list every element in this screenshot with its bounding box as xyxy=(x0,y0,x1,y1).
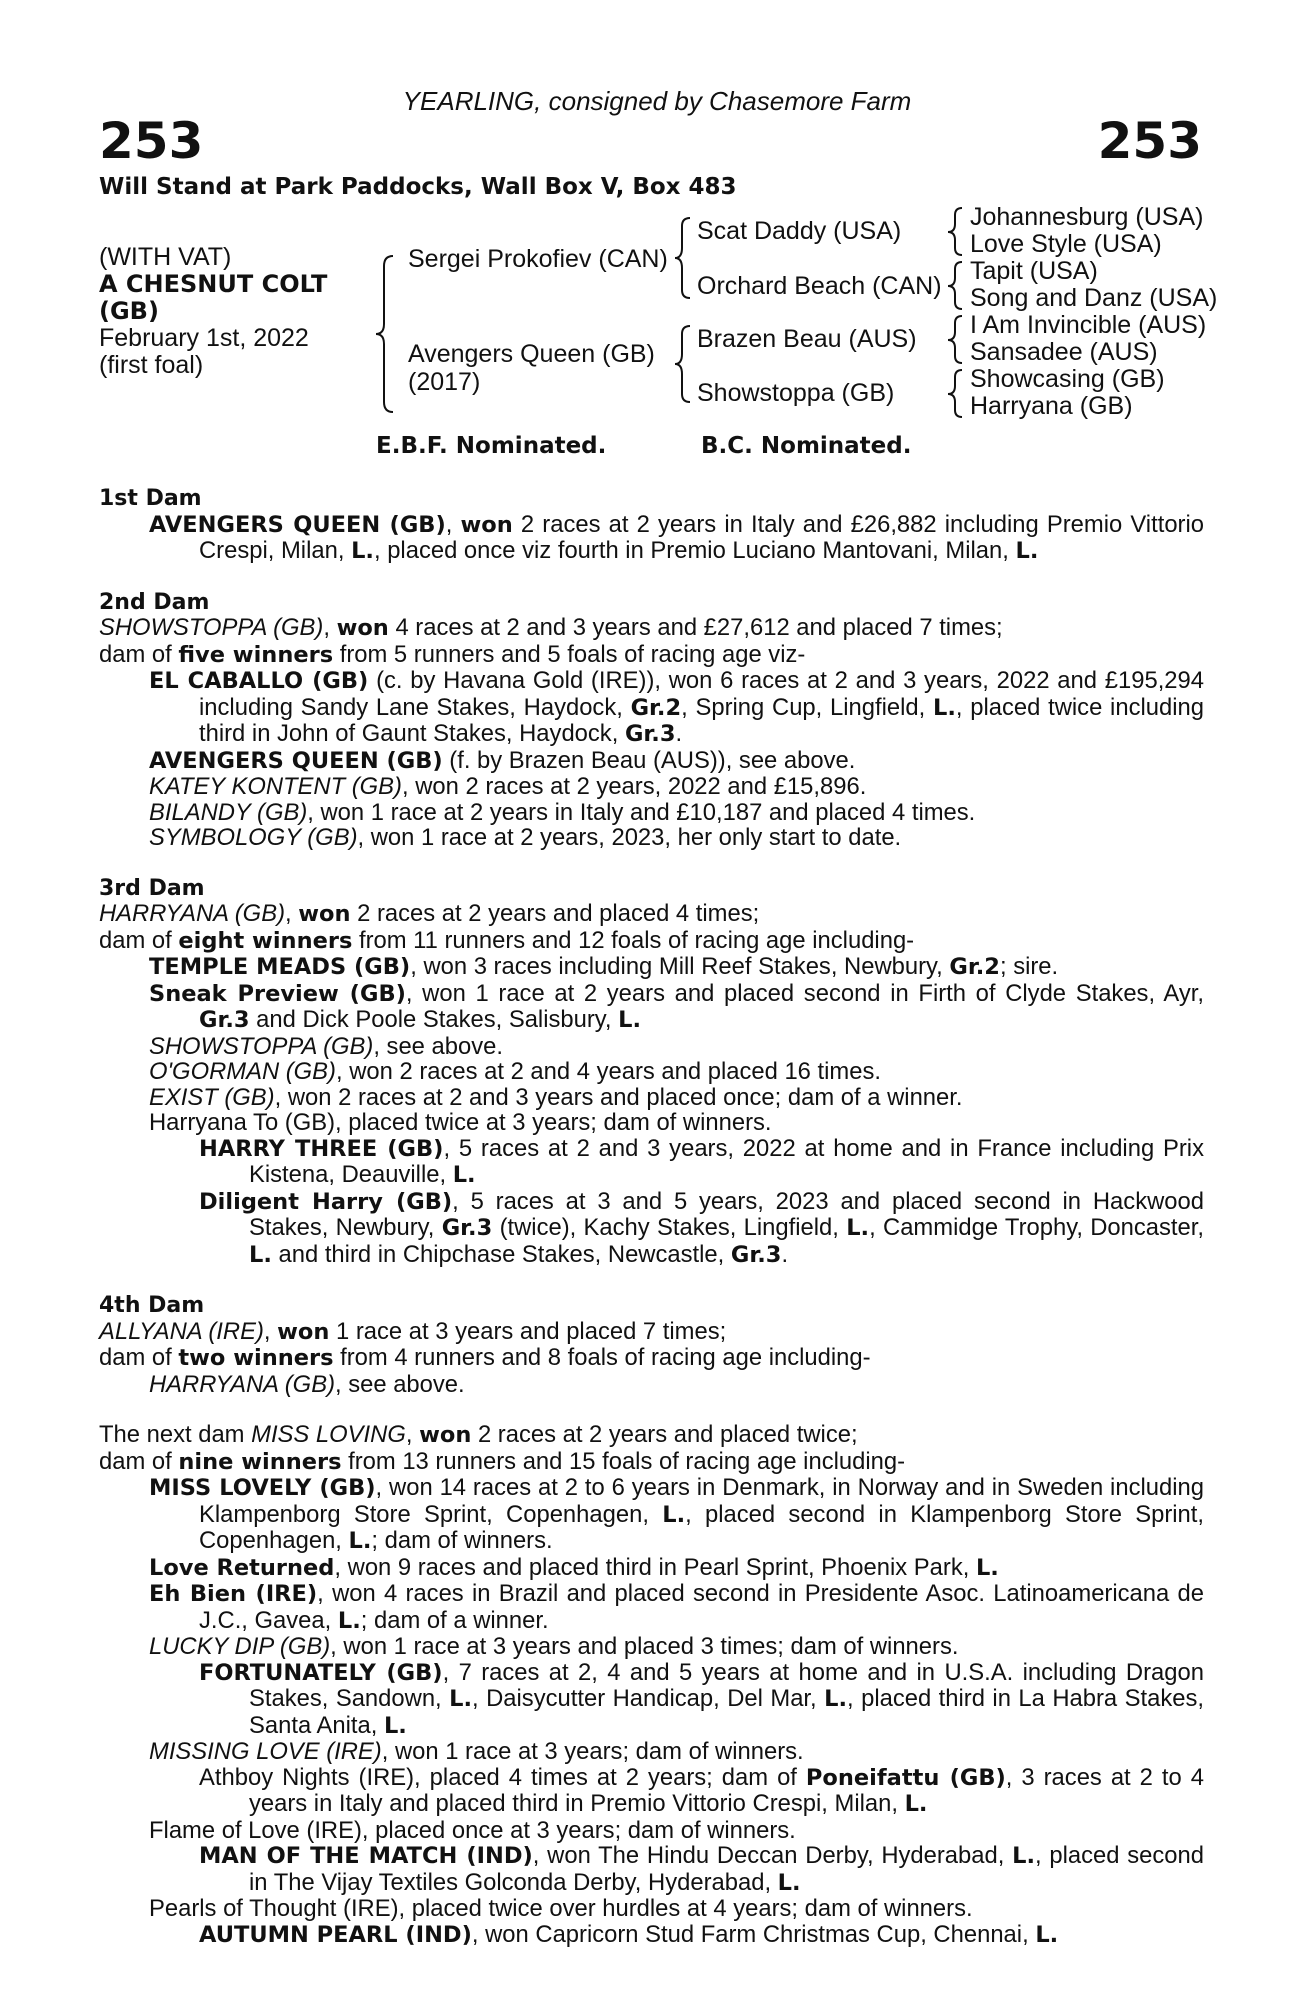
record-text: won xyxy=(336,615,389,641)
record-entry xyxy=(99,1319,1204,1346)
record-entry xyxy=(99,1581,1204,1634)
record-text: , placed second in The Vijay Textiles Golconda Derby, Hyderabad, xyxy=(249,1842,1204,1896)
record-text: and Dick Poole Stakes, Salisbury, xyxy=(249,1006,619,1033)
record-entry xyxy=(99,1765,1204,1818)
record-text: EXIST (GB) xyxy=(149,1083,275,1111)
record-entry xyxy=(99,981,1204,1034)
record-text: , Cammidge Trophy, Doncaster, xyxy=(869,1214,1205,1241)
record-text: SHOWSTOPPA (GB) xyxy=(99,614,324,641)
section-gap xyxy=(99,565,1204,590)
record-text: EL CABALLO (GB) xyxy=(149,668,369,694)
record-text: L. xyxy=(383,1712,407,1739)
record-text: dam of xyxy=(99,926,179,954)
record-entry xyxy=(99,1634,1204,1660)
record-text: Gr.3 xyxy=(730,1241,782,1268)
pedigree-g4: Song and Danz (USA) xyxy=(970,284,1218,312)
record-text: Pearls of Thought (IRE), placed twice over hurdles at 4 years; dam of winners. xyxy=(149,1895,973,1922)
record-text: 2 races at 2 years and placed twice; xyxy=(471,1421,858,1448)
section-gap xyxy=(99,1397,1204,1422)
record-text: from 5 runners and 5 foals of racing age viz- xyxy=(333,640,806,668)
record-text: AUTUMN PEARL (IND) xyxy=(199,1921,472,1948)
record-text: L. xyxy=(618,1007,642,1033)
record-entry xyxy=(99,642,1204,669)
pedigree-sire-dam: Orchard Beach (CAN) xyxy=(697,272,942,300)
record-text: Harryana To (GB), placed twice at 3 years; dam of winners. xyxy=(149,1109,772,1136)
record-text: , won Capricorn Stud Farm Christmas Cup, Chennai, xyxy=(471,1920,1036,1948)
lot-number-right: 253 xyxy=(1097,112,1202,170)
record-text: , placed third in La Habra Stakes, Santa Anita, xyxy=(249,1685,1204,1739)
record-entry xyxy=(99,1896,1204,1922)
record-text: . xyxy=(675,720,683,747)
record-text: Sneak Preview (GB) xyxy=(149,980,406,1007)
record-entry xyxy=(99,1922,1204,1949)
record-text: Gr.3 xyxy=(441,1215,493,1241)
record-text: L. xyxy=(662,1501,686,1528)
record-text: 2 races at 2 years in Italy and £26,882 including Premio Vittorio Crespi, Milan, xyxy=(199,510,1204,564)
g12-brace xyxy=(948,208,962,255)
record-text: L. xyxy=(975,1554,999,1581)
record-text: (twice), Kachy Stakes, Lingfield, xyxy=(492,1214,847,1241)
record-text: ; sire. xyxy=(999,953,1059,980)
lot-number-left: 253 xyxy=(99,112,204,170)
record-entry xyxy=(99,901,1204,928)
record-text: O'GORMAN (GB) xyxy=(149,1058,336,1085)
record-text: , won 1 race at 2 years in Italy and £10,187 and placed 4 times. xyxy=(307,798,976,826)
record-text: from 4 runners and 8 foals of racing age including- xyxy=(333,1344,871,1371)
pedigree-dam-year: (2017) xyxy=(408,368,481,396)
record-text: Gr.3 xyxy=(624,721,676,747)
record-text: , Spring Cup, Lingfield, xyxy=(681,693,933,721)
record-text: The next dam xyxy=(99,1421,252,1448)
record-text: , 3 races at 2 to 4 years in Italy and placed third in Premio Vittorio Crespi, Milan, xyxy=(249,1763,1204,1817)
record-text: ; dam of winners. xyxy=(371,1527,553,1554)
record-text: HARRY THREE (GB) xyxy=(199,1135,444,1162)
record-text: MAN OF THE MATCH (IND) xyxy=(199,1843,533,1869)
section-gap xyxy=(99,1268,1204,1293)
record-text: Flame of Love (IRE), placed once at 3 years; dam of winners. xyxy=(149,1816,796,1844)
record-text: Gr.2 xyxy=(949,954,1000,980)
colt-name: A CHESNUT COLT xyxy=(99,270,328,298)
foal-note: (first foal) xyxy=(99,351,204,379)
pedigree-dam-dam: Showstoppa (GB) xyxy=(697,379,895,407)
sire-brace xyxy=(675,218,690,298)
record-text: AVENGERS QUEEN (GB) xyxy=(149,511,446,538)
g34-brace xyxy=(948,262,962,309)
record-entry xyxy=(99,954,1204,981)
pedigree-g5: I Am Invincible (AUS) xyxy=(970,311,1207,339)
record-entry xyxy=(99,748,1204,775)
record-entry xyxy=(99,1034,1204,1060)
record-entry xyxy=(99,1449,1204,1476)
record-entry xyxy=(99,668,1204,748)
record-entry xyxy=(99,928,1204,955)
ebf-nomination: E.B.F. Nominated. xyxy=(376,433,607,459)
record-text: , won The Hindu Deccan Derby, Hyderabad, xyxy=(532,1842,1013,1869)
record-text: HARRYANA (GB) xyxy=(149,1370,335,1398)
pedigree-sire-sire: Scat Daddy (USA) xyxy=(697,217,902,245)
pedigree-sire: Sergei Prokofiev (CAN) xyxy=(408,245,668,273)
record-text: SHOWSTOPPA (GB) xyxy=(149,1032,374,1060)
record-text: won xyxy=(460,511,513,538)
record-text: Gr.3 xyxy=(199,1007,250,1033)
pedigree-g3: Tapit (USA) xyxy=(970,257,1098,285)
record-text: dam of xyxy=(99,640,179,668)
record-text: FORTUNATELY (GB) xyxy=(199,1659,443,1686)
record-text: BILANDY (GB) xyxy=(149,798,308,826)
record-entry xyxy=(99,1475,1204,1555)
record-text: , see above. xyxy=(373,1032,503,1060)
record-text: ALLYANA (IRE) xyxy=(99,1317,264,1345)
record-text: won xyxy=(419,1422,472,1448)
record-text: L. xyxy=(904,1791,928,1817)
record-text: (c. by Havana Gold (IRE)), won 6 races at 2 and 3 years, 2022 and £195,294 including Sandy Lane Stakes, Haydock, xyxy=(199,667,1205,721)
record-text: , xyxy=(445,510,461,538)
record-text: , placed second in Klampenborg Store Sprint, Copenhagen, xyxy=(199,1500,1204,1554)
record-text: , 7 races at 2, 4 and 5 years at home and in U.S.A. including Dragon Stakes, Sandown, xyxy=(249,1658,1204,1712)
section-gap xyxy=(99,851,1204,876)
record-entry xyxy=(99,774,1204,800)
record-entry xyxy=(99,1843,1204,1896)
record-text: , placed once viz fourth in Premio Luciano Mantovani, Milan, xyxy=(373,537,1016,564)
record-text: , placed twice including third in John of Gaunt Stakes, Haydock, xyxy=(199,693,1204,747)
record-text: dam of xyxy=(99,1447,179,1475)
record-text: L. xyxy=(348,1528,372,1554)
record-entry xyxy=(99,825,1204,851)
record-entry xyxy=(99,1136,1204,1189)
record-text: L. xyxy=(933,694,956,721)
record-text: L. xyxy=(846,1215,870,1241)
record-text: . xyxy=(781,1240,789,1268)
record-entry xyxy=(99,1110,1204,1136)
record-entry xyxy=(99,615,1204,642)
record-text: , won 1 race at 3 years and placed 3 times; dam of winners. xyxy=(330,1633,959,1660)
record-text: Eh Bien (IRE) xyxy=(149,1581,318,1607)
section-heading: 4th Dam xyxy=(99,1293,205,1318)
record-text: from 13 runners and 15 foals of racing age including- xyxy=(341,1447,906,1475)
section-heading: 2nd Dam xyxy=(99,589,210,615)
record-text: two winners xyxy=(178,1345,334,1371)
record-entry xyxy=(99,1739,1204,1765)
record-text: L. xyxy=(824,1686,848,1712)
record-text: ; dam of a winner. xyxy=(360,1606,549,1634)
record-entry xyxy=(99,1345,1204,1372)
record-text: L. xyxy=(777,1869,801,1896)
record-text: dam of xyxy=(99,1344,179,1371)
record-text: from 11 runners and 12 foals of racing age including- xyxy=(352,926,915,954)
record-text: L. xyxy=(249,1241,272,1268)
sire-dam-brace xyxy=(376,256,393,412)
record-text: 1 race at 3 years and placed 7 times; xyxy=(329,1317,727,1345)
section-heading: 1st Dam xyxy=(99,486,202,511)
record-text: L. xyxy=(1015,538,1039,564)
record-text: five winners xyxy=(178,641,334,668)
record-text: Athboy Nights (IRE), placed 4 times at 2 years; dam of xyxy=(199,1763,806,1791)
record-text: L. xyxy=(452,1162,476,1188)
record-text: , won 1 race at 2 years and placed second in Firth of Clyde Stakes, Ayr, xyxy=(405,979,1204,1007)
record-entry xyxy=(99,1555,1204,1582)
pedigree-g6: Sansadee (AUS) xyxy=(970,338,1158,366)
record-text: , won 2 races at 2 years, 2022 and £15,896. xyxy=(401,773,867,800)
record-text: , won 1 race at 3 years; dam of winners. xyxy=(381,1738,804,1765)
record-text: Love Returned xyxy=(149,1554,335,1581)
record-text: , won 4 races in Brazil and placed second in Presidente Asoc. Latinoamericana de J.C., Gavea, xyxy=(199,1580,1205,1634)
record-text: Diligent Harry (GB) xyxy=(199,1188,453,1215)
pedigree-dam: Avengers Queen (GB) xyxy=(408,340,655,368)
record-text: , won 2 races at 2 and 3 years and placed once; dam of a winner. xyxy=(274,1083,963,1111)
record-text: L. xyxy=(1012,1843,1036,1869)
record-text: SYMBOLOGY (GB) xyxy=(149,824,358,851)
record-text: nine winners xyxy=(178,1448,342,1475)
record-text: won xyxy=(277,1318,330,1345)
record-text: (f. by Brazen Beau (AUS)), see above. xyxy=(442,746,856,774)
record-text: TEMPLE MEADS (GB) xyxy=(149,954,411,980)
record-text: won xyxy=(298,901,351,927)
record-text: , won 2 races at 2 and 4 years and placed 16 times. xyxy=(335,1058,881,1085)
record-text: and third in Chipchase Stakes, Newcastle, xyxy=(271,1240,731,1268)
colt-country: (GB) xyxy=(99,297,159,325)
record-entry xyxy=(99,1189,1204,1269)
family-record xyxy=(99,486,1204,1948)
pedigree-g8: Harryana (GB) xyxy=(970,392,1133,420)
record-text: MISS LOVELY (GB) xyxy=(149,1475,376,1501)
g56-brace xyxy=(948,316,962,363)
record-entry xyxy=(99,800,1204,826)
record-text: L. xyxy=(449,1686,473,1712)
record-text: , xyxy=(285,900,299,927)
record-text: MISSING LOVE (IRE) xyxy=(149,1738,382,1765)
record-entry xyxy=(99,1818,1204,1844)
record-text: MISS LOVING xyxy=(251,1421,406,1448)
record-entry xyxy=(99,1059,1204,1085)
record-text: eight winners xyxy=(178,927,353,954)
record-text: , xyxy=(323,614,337,641)
stand-location: Will Stand at Park Paddocks, Wall Box V, Box 483 xyxy=(99,174,737,200)
vat-note: (WITH VAT) xyxy=(99,243,232,271)
record-entry xyxy=(99,512,1204,565)
record-text: , Daisycutter Handicap, Del Mar, xyxy=(472,1685,825,1712)
record-text: Poneifattu (GB) xyxy=(805,1764,1006,1791)
pedigree-g1: Johannesburg (USA) xyxy=(970,203,1204,231)
record-text: , won 3 races including Mill Reef Stakes, Newbury, xyxy=(410,953,950,980)
record-text: , 5 races at 3 and 5 years, 2023 and placed second in Hackwood Stakes, Newbury, xyxy=(249,1187,1204,1241)
section-heading: 3rd Dam xyxy=(99,875,205,901)
record-text: , won 14 races at 2 to 6 years in Denmark, in Norway and in Sweden including Klampenborg Store Sprint, Copenhagen, xyxy=(199,1474,1204,1528)
foaling-date: February 1st, 2022 xyxy=(99,324,309,352)
consignment-line: YEARLING, consigned by Chasemore Farm xyxy=(402,86,912,116)
record-text: , won 9 races and placed third in Pearl Sprint, Phoenix Park, xyxy=(334,1553,976,1581)
record-text: , xyxy=(263,1317,278,1345)
record-text: HARRYANA (GB) xyxy=(99,900,285,927)
record-entry xyxy=(99,1660,1204,1740)
bc-nomination: B.C. Nominated. xyxy=(701,433,912,459)
record-text: , see above. xyxy=(335,1370,465,1398)
record-text: LUCKY DIP (GB) xyxy=(149,1633,331,1660)
dam-brace xyxy=(675,326,690,402)
record-text: Gr.2 xyxy=(630,694,682,721)
record-text: 2 races at 2 years and placed 4 times; xyxy=(350,900,760,927)
record-text: AVENGERS QUEEN (GB) xyxy=(149,747,443,774)
record-text: , won 1 race at 2 years, 2023, her only start to date. xyxy=(357,824,902,851)
record-text: L. xyxy=(1035,1921,1059,1948)
g78-brace xyxy=(948,370,962,417)
record-text: L. xyxy=(337,1607,361,1634)
pedigree-g2: Love Style (USA) xyxy=(970,230,1162,258)
record-entry xyxy=(99,1422,1204,1449)
record-entry xyxy=(99,1372,1204,1398)
pedigree-dam-sire: Brazen Beau (AUS) xyxy=(697,325,917,353)
record-text: , 5 races at 2 and 3 years, 2022 at home and in France including Prix Kistena, Deauville, xyxy=(249,1134,1204,1188)
pedigree-g7: Showcasing (GB) xyxy=(970,365,1165,393)
record-text: 4 races at 2 and 3 years and £27,612 and placed 7 times; xyxy=(388,614,1003,641)
record-text: KATEY KONTENT (GB) xyxy=(149,773,402,800)
record-text: L. xyxy=(351,538,374,564)
record-text: , xyxy=(405,1421,420,1448)
record-entry xyxy=(99,1085,1204,1111)
